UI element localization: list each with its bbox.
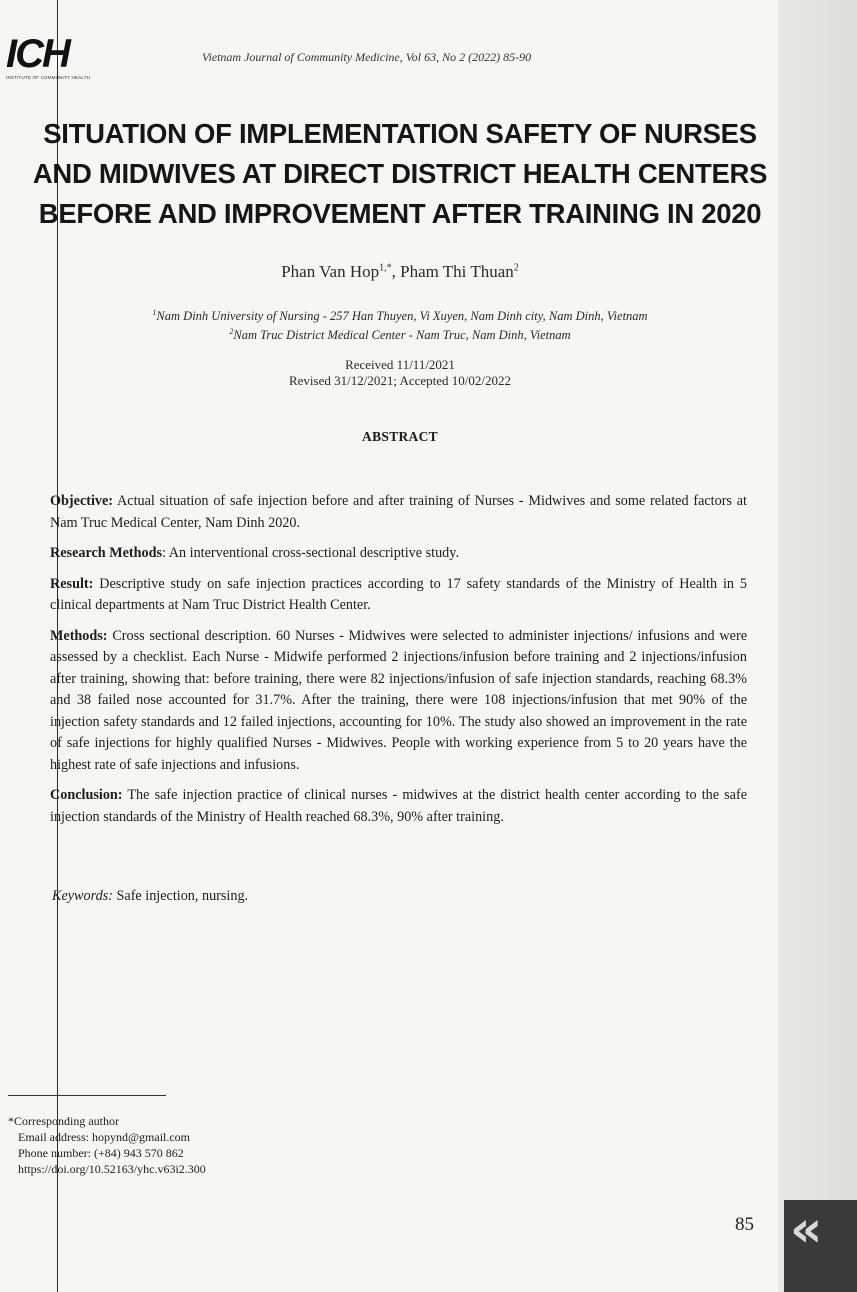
affiliation <box>0 308 800 324</box>
section-text: : An interventional cross-sectional descriptive study. <box>162 545 459 561</box>
affiliation-text: Nam Truc District Medical Center - Nam Truc, Nam Dinh, Vietnam <box>233 328 571 343</box>
title-line: BEFORE AND IMPROVEMENT AFTER TRAINING IN 2020 <box>38 198 762 229</box>
corresponding-author-footnote <box>8 1113 206 1177</box>
abstract-research-methods <box>50 543 747 565</box>
affiliation-text: Nam Dinh University of Nursing - 257 Han Thuyen, Vi Xuyen, Nam Dinh city, Nam Dinh, Vietnam <box>156 309 648 324</box>
footnote-divider <box>8 1095 166 1096</box>
author-name: Phan Van Hop <box>281 262 380 281</box>
section-label: Research Methods <box>50 545 163 561</box>
doi-link[interactable]: https://doi.org/10.52163/yhc.v63i2.300 <box>18 1162 206 1176</box>
double-chevron-left-icon: « <box>790 1200 823 1258</box>
section-text: Actual situation of safe injection before and after training of Nurses - Midwives and some related factors at Nam Truc Medical Center, Nam Dinh 2020. <box>50 493 747 531</box>
section-text: Cross sectional description. 60 Nurses - Midwives were selected to administer injections/ infusions and were assessed by a checklist. Each Nurse - Midwife performed 2 injections/infusion before training and 2 injections/infusion after training, showing that: before training, there were 82 injections/infusion of safe injection standards, reaching 68.3% and 38 failed nose accounted for 31.7%. After the training, there were 108 injections/infusion that met 90% of the injection safety standards and 12 failed injections, accounting for 10%. The study also showed an improvement in the rate of safe injections for highly qualified Nurses - Midwives. People with working experience from 5 to 20 years have the highest rate of safe injections and infusions. <box>50 627 747 773</box>
abstract-heading: ABSTRACT <box>362 429 438 444</box>
article-title <box>0 114 800 234</box>
abstract-objective <box>50 491 747 534</box>
keywords <box>52 888 248 905</box>
author-name: Pham Thi Thuan <box>400 262 514 281</box>
section-text: Descriptive study on safe injection practices according to 17 safety standards of the Ministry of Health in 5 clinical departments at Nam Truc District Health Center. <box>50 575 747 613</box>
keywords-text: Safe injection, nursing. <box>112 888 249 904</box>
author-affil-mark: 1,* <box>379 262 392 274</box>
affiliation-mark: 2 <box>229 327 234 336</box>
abstract-result <box>50 574 747 617</box>
logo-subtitle: INSTITUTE OF COMMUNITY HEALTH <box>6 75 91 80</box>
corresponding-label: *Corresponding author <box>8 1114 119 1128</box>
revised-accepted-date: Revised 31/12/2021; Accepted 10/02/2022 <box>288 373 512 388</box>
section-label: Methods: <box>50 627 108 644</box>
section-label: Result: <box>50 575 94 592</box>
title-line: SITUATION OF IMPLEMENTATION SAFETY OF NURSES <box>43 118 757 149</box>
journal-logo <box>6 34 98 80</box>
abstract-methods <box>50 626 747 777</box>
article-dates <box>0 357 800 389</box>
abstract-body <box>50 491 747 837</box>
author-affil-mark: 2 <box>513 262 519 274</box>
section-text: The safe injection practice of clinical nurses - midwives at the district health center according to the safe injection standards of the Ministry of Health reached 68.3%, 90% after training. <box>50 787 747 825</box>
logo-mark: ICH <box>6 32 69 76</box>
email-line: Email address: hopynd@gmail.com <box>18 1130 191 1144</box>
corner-tab <box>784 1200 857 1292</box>
received-date: Received 11/11/2021 <box>345 357 455 372</box>
author-list: Phan Van Hop$^{1,*}$, Pham Thi Thuan$^2$ <box>281 262 519 281</box>
section-label: Conclusion: <box>50 787 123 803</box>
phone-line: Phone number: (+84) 943 570 862 <box>18 1146 184 1160</box>
title-line: AND MIDWIVES AT DIRECT DISTRICT HEALTH CENTERS <box>32 158 768 189</box>
section-label: Objective: <box>50 493 114 509</box>
abstract-conclusion <box>50 785 747 828</box>
page-number: 85 <box>735 1214 754 1235</box>
keywords-label: Keywords: <box>52 888 113 904</box>
affiliation-mark: 1 <box>152 308 157 317</box>
journal-citation: Vietnam Journal of Community Medicine, Vol 63, No 2 (2022) 85-90 <box>202 50 532 64</box>
affiliation <box>0 327 800 343</box>
